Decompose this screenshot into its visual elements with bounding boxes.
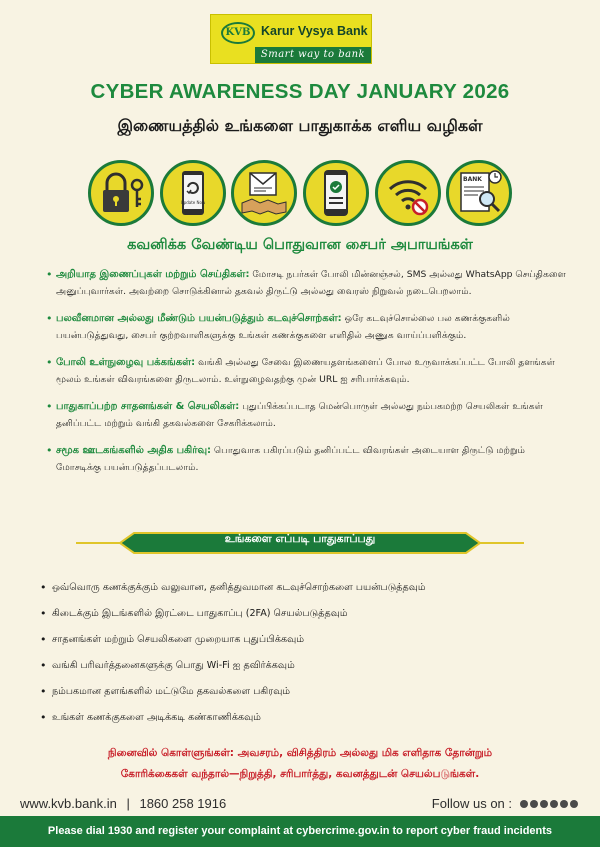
no-public-wifi-icon (375, 160, 441, 226)
footer-helpline-bar: Please dial 1930 and register your complaint at cybercrime.gov.in to report cyber fraud incidents (0, 816, 600, 847)
secure-phone-icon (303, 160, 369, 226)
bullet-icon: • (46, 400, 53, 413)
update-now-label: Update Now (180, 200, 206, 205)
social-icons (518, 800, 578, 808)
bank-doc-label: BANK (463, 176, 482, 183)
bank-statement-magnifier-icon (446, 160, 512, 226)
risk-text: புதுப்பிக்கப்படாத மென்பொருள் அல்லது நம்பகமற்ற செயலிகள் உங்கள் தனிப்பட்ட மற்றும் வங்கி தகவல்களை சேகரிக்கலாம். (56, 401, 543, 429)
risk-text: பொதுவாக பகிரப்படும் தனிப்பட்ட விவரங்கள் அடையாள திருட்டு மற்றும் மோசடிக்கு பயன்படுத்தப்படலாம். (56, 445, 526, 473)
bullet-icon: • (40, 711, 47, 724)
facebook-icon[interactable] (520, 800, 528, 808)
reminder-note (20, 743, 580, 785)
phishing-mail-handshake-icon (231, 160, 297, 226)
risk-title: பாதுகாப்பற்ற சாதனங்கள் & செயலிகள்: (56, 401, 240, 412)
risk-title: சமூக ஊடகங்களில் அதிக பகிர்வு: (56, 445, 212, 456)
tip-text: சாதனங்கள் மற்றும் செயலிகளை முறையாக புதுப்பிக்கவும் (52, 634, 305, 645)
bullet-icon: • (46, 312, 53, 325)
tip-text: உங்கள் கணக்குகளை அடிக்கடி கண்காணிக்கவும் (52, 712, 262, 723)
list-item (40, 578, 570, 604)
tip-text: ஒவ்வொரு கணக்குக்கும் வலுவான, தனித்துவமான கடவுச்சொற்களை பயன்படுத்தவும் (52, 582, 426, 593)
list-item (40, 682, 570, 708)
pinterest-icon[interactable] (570, 800, 578, 808)
bullet-icon: • (40, 685, 47, 698)
bank-name: Karur Vysya Bank (261, 24, 368, 38)
page-subtitle: இணையத்தில் உங்களை பாதுகாக்க எளிய வழிகள் (117, 116, 483, 135)
contact-separator: | (126, 796, 130, 811)
tip-text: நம்பகமான தளங்களில் மட்டுமே தகவல்களை பகிரவும் (52, 686, 291, 697)
reminder-line-2: கோரிக்கைகள் வந்தால்—நிறுத்தி, சரிபார்த்து, கவனத்துடன் செயல்படுங்கள். (120, 768, 480, 780)
tips-list (40, 578, 570, 734)
protect-ribbon (76, 532, 524, 554)
bullet-icon: • (46, 444, 53, 457)
reminder-line-1: நினைவில் கொள்ளுங்கள்: அவசரம், விசித்திரம் அல்லது மிக எளிதாக தோன்றும் (107, 747, 493, 759)
website-link[interactable]: www.kvb.bank.in (20, 796, 117, 811)
risk-item (46, 266, 566, 300)
risk-title: பலவீனமான அல்லது மீண்டும் பயன்படுத்தும் கடவுச்சொற்கள்: (56, 313, 342, 324)
risk-list (46, 266, 566, 486)
list-item (40, 708, 570, 734)
icon-row (88, 160, 512, 226)
risk-item (46, 398, 566, 432)
risk-text: வங்கி அல்லது சேவை இணையதளங்களைப் போல உருவாக்கப்பட்ட போலி தளங்கள் மூலம் உங்கள் விவரங்களை திருடலாம். உள்நுழைவதற்கு முன் URL ஐ சரிபார்க்கவும். (56, 357, 555, 385)
contact-info (20, 796, 226, 811)
risk-item (46, 310, 566, 344)
logo-tagline: Smart way to bank (255, 47, 371, 63)
risk-text: ஒரே கடவுச்சொல்லை பல கணக்குகளில் பயன்படுத்துவது, சைபர் குற்றவாளிகளுக்கு உங்கள் கணக்குகளை எளிதில் அணுக வாய்ப்பளிக்கும். (56, 313, 511, 341)
list-item (40, 630, 570, 656)
update-phone-icon (160, 160, 226, 226)
tip-text: கிடைக்கும் இடங்களில் இரட்டை பாதுகாப்பு (2FA) செயல்படுத்தவும் (52, 608, 348, 619)
list-item (40, 656, 570, 682)
bullet-icon: • (40, 659, 47, 672)
bullet-icon: • (40, 581, 47, 594)
follow-label: Follow us on : (431, 796, 512, 811)
linkedin-icon[interactable] (540, 800, 548, 808)
tip-text: வங்கி பரிவர்த்தனைகளுக்கு பொது Wi-Fi ஐ தவிர்க்கவும் (52, 660, 295, 671)
instagram-icon[interactable] (550, 800, 558, 808)
page-title: CYBER AWARENESS DAY JANUARY 2026 (90, 80, 510, 103)
phone-number[interactable]: 1860 258 1916 (139, 796, 227, 811)
risk-item (46, 354, 566, 388)
risk-item (46, 442, 566, 476)
kvb-logo (210, 14, 372, 64)
risks-heading: கவனிக்க வேண்டிய பொதுவான சைபர் அபாயங்கள் (127, 237, 473, 253)
risk-text: மோசடி நபர்கள் போலி மின்னஞ்சல், SMS அல்லது WhatsApp செய்திகளை அனுப்புவார்கள். அவற்றை சொடுக்கினால் தகவல் திருட்டு அல்லது வைரஸ் நிறுவல் நடைபெறலாம். (56, 269, 566, 297)
follow-us (432, 796, 578, 811)
risk-title: போலி உள்நுழைவு பக்கங்கள்: (56, 357, 196, 368)
bullet-icon: • (46, 268, 53, 281)
x-icon[interactable] (530, 800, 538, 808)
youtube-icon[interactable] (560, 800, 568, 808)
protect-heading: உங்களை எப்படி பாதுகாப்பது (224, 532, 376, 545)
bullet-icon: • (46, 356, 53, 369)
bullet-icon: • (40, 633, 47, 646)
bullet-icon: • (40, 607, 47, 620)
padlock-key-icon (88, 160, 154, 226)
list-item (40, 604, 570, 630)
kvb-logo-mark: KVB (221, 22, 255, 44)
risk-title: அறியாத இணைப்புகள் மற்றும் செய்திகள்: (56, 269, 250, 280)
